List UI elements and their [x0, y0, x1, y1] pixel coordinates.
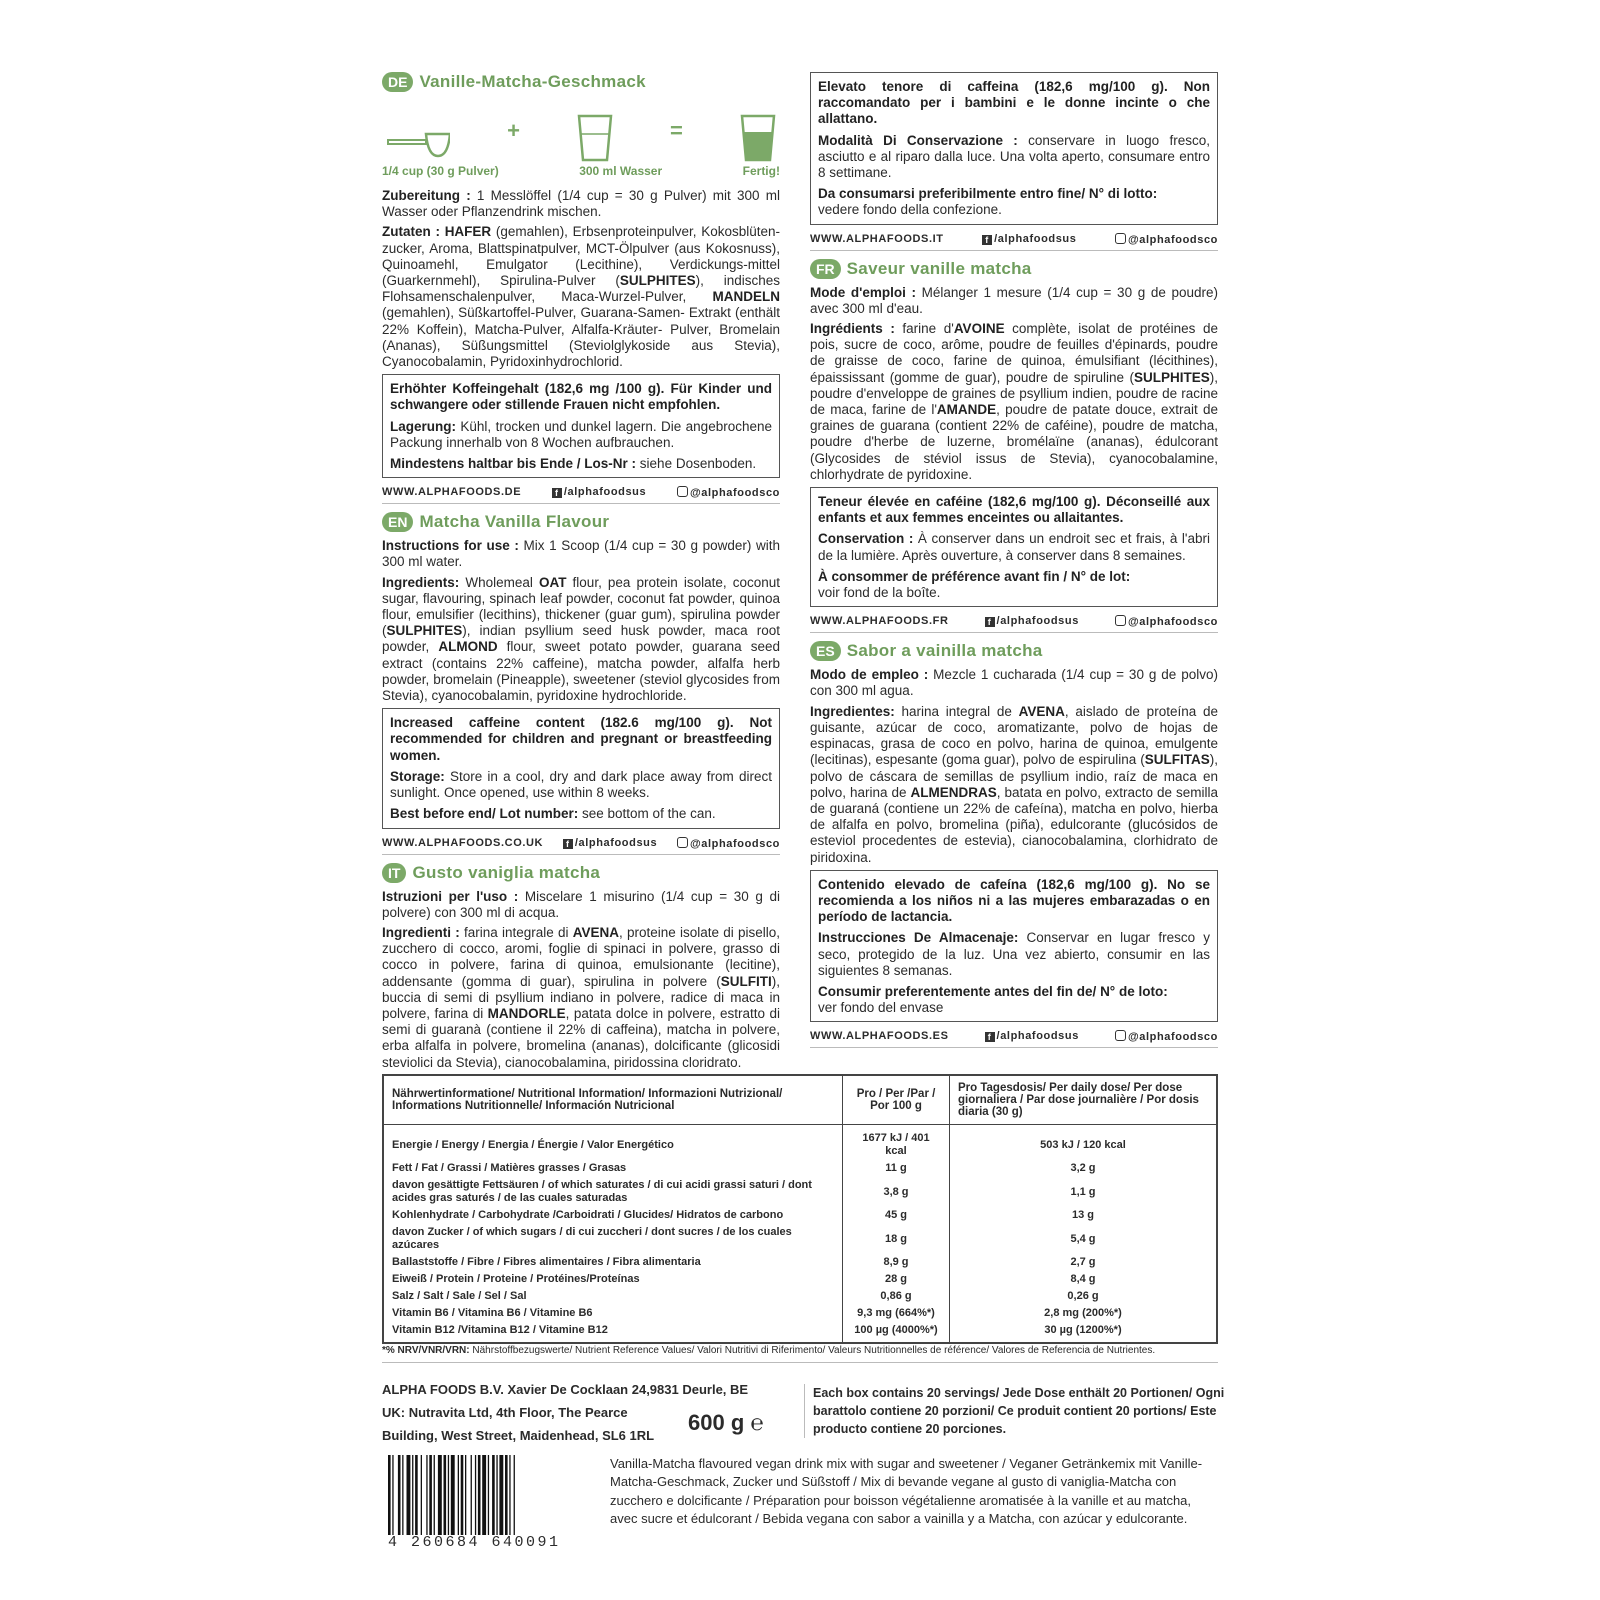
- nutrient-label: Salz / Salt / Sale / Sel / Sal: [392, 1290, 527, 1302]
- product-description: Vanilla-Matcha flavoured vegan drink mix with sugar and sweetener / Veganer Getränkemix mit Vanille-Matcha-Geschmack, Zucker und Süßstoff / Mix di bevande vegane al gusto di vaniglia-Matcha con zucchero e dolcificante / Préparation pour boisson végétalienne aromatisée à la vanille et au matcha, avec sucre et édulcorant / Bebida vegana con sabor a vainilla y a Matcha, con azúcar y edulcorante.: [610, 1456, 1203, 1526]
- nutrient-per100: 0,86 g: [843, 1288, 950, 1305]
- section-title: Gusto vaniglia matcha: [412, 862, 601, 882]
- nutrient-perdose: 2,7 g: [950, 1254, 1218, 1271]
- warning-box: [810, 487, 1218, 607]
- section-footer: [810, 1028, 1218, 1048]
- usage-instructions: Zubereitung : 1 Messlöffel (1/4 cup = 30 g Pulver) mit 300 ml Wasser oder Pflanzendrink mischen.: [382, 188, 780, 220]
- section-footer: [810, 231, 1218, 251]
- nutrient-per100: 1677 kJ / 401 kcal: [843, 1125, 950, 1161]
- caffeine-warning: Teneur élevée en caféine (182,6 mg/100 g). Déconseillé aux enfants et aux femmes enceintes ou allaitantes.: [818, 494, 1210, 526]
- nutrient-per100: 28 g: [843, 1271, 950, 1288]
- best-before: Mindestens haltbar bis Ende / Los-Nr : siehe Dosenboden.: [390, 456, 757, 472]
- usage-instructions: Instructions for use : Mix 1 Scoop (1/4 cup = 30 g powder) with 300 ml water.: [382, 538, 780, 570]
- website-link[interactable]: WWW.ALPHAFOODS.ES: [810, 1030, 949, 1043]
- address-uk: UK: Nutravita Ltd, 4th Floor, The Pearce Building, West Street, Maidenhead, SL6 1RL: [382, 1405, 655, 1443]
- instagram-icon: [677, 486, 688, 497]
- section-footer: [810, 613, 1218, 633]
- nutrient-per100: 45 g: [843, 1207, 950, 1224]
- section-fr: [810, 259, 1218, 634]
- warning-box: [810, 870, 1218, 1023]
- instagram-icon: [1115, 233, 1126, 244]
- nutrient-perdose: 8,4 g: [950, 1271, 1218, 1288]
- nutrition-header-row: [383, 1075, 1217, 1125]
- table-row: [383, 1288, 1217, 1305]
- section-de: [382, 72, 780, 504]
- facebook-handle[interactable]: f /alphafoodsus: [982, 233, 1076, 246]
- warning-box: [382, 708, 780, 828]
- servings-info: Each box contains 20 servings/ Jede Dose enthält 20 Portionen/ Ogni barattolo contiene 20 porzioni/ Ce produit contient 20 portions/ Este producto contiene 20 porciones.: [804, 1384, 1227, 1438]
- website-link[interactable]: WWW.ALPHAFOODS.CO.UK: [382, 836, 544, 849]
- nutrient-perdose: 3,2 g: [950, 1160, 1218, 1177]
- section-footer: [382, 835, 780, 855]
- best-before: À consommer de préférence avant fin / N° de lot: voir fond de la boîte.: [818, 568, 1131, 601]
- storage-info: Modalità Di Conservazione : conservare in luogo fresco, asciutto e al riparo dalla luce. Una volta aperto, consumare entro 8 settimane.: [818, 132, 1210, 181]
- usage-instructions: Mode d'emploi : Mélanger 1 mesure (1/4 cup = 30 g de poudre) avec 300 ml d'eau.: [810, 284, 1219, 316]
- equals-sign: =: [670, 118, 683, 143]
- instagram-handle[interactable]: @alphafoodsco: [677, 837, 780, 850]
- section-title: Sabor a vainilla matcha: [846, 641, 1043, 661]
- facebook-icon: f: [985, 617, 995, 627]
- nutrition-table: [382, 1074, 1218, 1344]
- instagram-handle[interactable]: @alphafoodsco: [677, 486, 780, 499]
- nutrient-label: Ballaststoffe / Fibre / Fibres alimentaires / Fibra alimentaria: [392, 1256, 701, 1268]
- nutrient-perdose: 5,4 g: [950, 1224, 1218, 1254]
- table-row: [383, 1160, 1217, 1177]
- table-row: [383, 1322, 1217, 1343]
- section-en: [382, 512, 780, 854]
- scoop-icon: [386, 126, 450, 162]
- nutrition-header-per100: Pro / Per /Par / Por 100 g: [843, 1075, 950, 1125]
- nutrient-label: davon Zucker / of which sugars / di cui zuccheri / dont sucres / de los cuales azúcares: [392, 1226, 792, 1251]
- instagram-handle[interactable]: @alphafoodsco: [1115, 615, 1218, 628]
- scoop-label: 1/4 cup (30 g Pulver): [382, 164, 499, 178]
- instagram-icon: [1115, 615, 1126, 626]
- facebook-handle[interactable]: f /alphafoodsus: [552, 486, 646, 499]
- nutrient-perdose: 503 kJ / 120 kcal: [950, 1125, 1218, 1161]
- usage-instructions: Istruzioni per l'uso : Miscelare 1 misurino (1/4 cup = 30 g di polvere) con 300 ml di acqua.: [382, 888, 780, 920]
- table-row: [383, 1271, 1217, 1288]
- section-it-warnings: [810, 72, 1218, 251]
- best-before: Best before end/ Lot number: see bottom of the can.: [390, 806, 716, 822]
- ingredients: Ingredienti : farina integrale di AVENA, proteine isolate di pisello, zucchero di cocco, aromi, foglie di spinaci in polvere, grasso di cocco in polvere, farina di quinoa, emulsionante (lecitine), addensante (gomma di guar), spirulina in polvere (SULFITI), buccia di semi di psyllium indiano in polvere, radice di maca in polvere, farina di MANDORLE, patata dolce in polvere, estratto di semi di guaranà (contiene il 22% di caffeina), matcha in polvere, erba alfalfa in polvere, bromelina (ananas), dolcificante (glicosidi steviolici da Stevia), cianocobalamina, piridossina cloridrato.: [382, 924, 780, 1070]
- facebook-icon: f: [552, 488, 562, 498]
- instagram-icon: [1115, 1030, 1126, 1041]
- ingredients: Zutaten : HAFER (gemahlen), Erbsenproteinpulver, Kokosblüten-zucker, Aroma, Blattspinatpulver, MCT-Ölpulver (aus Kokosnuss), Quinoamehl, Emulgator (Lecithine), Verdickungs-mittel (Guarkernmehl), Spirulina-Pulver (SULPHITES), indisches Flohsamenschalenpulver, Maca-Wurzel-Pulver, MANDELN (gemahlen), Süßkartoffel-Pulver, Guarana-Samen- Extrakt (enthält 22% Koffein), Matcha-Pulver, Alfalfa-Kräuter- Pulver, Bromelain (Ananas), Süßungsmittel (Steviolglykoside aus Stevia), Cyanocobalamin, Pyridoxinhydrochlorid.: [382, 224, 780, 370]
- empty-glass-icon: [577, 114, 613, 162]
- website-link[interactable]: WWW.ALPHAFOODS.FR: [810, 615, 949, 628]
- ean-number: 4 260684 640091: [388, 1534, 561, 1551]
- ready-label: Fertig!: [742, 164, 780, 178]
- nutrition-header-label: Nährwertinformatione/ Nutritional Information/ Informazioni Nutrizional/ Informations Nutritionnelle/ Información Nutricional: [383, 1075, 843, 1125]
- nutrient-label: davon gesättigte Fettsäuren / of which saturates / di cui acidi grassi saturi / dont acides gras saturés / de las cuales saturadas: [392, 1179, 812, 1204]
- storage-info: Conservation : À conserver dans un endroit sec et frais, à l'abri de la lumière. Après ouverture, à conserver dans 8 semaines.: [818, 531, 1210, 563]
- nutrient-perdose: 0,26 g: [950, 1288, 1218, 1305]
- language-badge: FR: [810, 259, 841, 279]
- nutrition-header-perdose: Pro Tagesdosis/ Per daily dose/ Per dose giornaliera / Par dose journalière / Por dosis diaria (30 g): [950, 1075, 1218, 1125]
- nutrition-body: [383, 1125, 1217, 1344]
- ingredients: Ingrédients : farine d'AVOINE complète, isolat de protéines de pois, sucre de coco, arôme, poudre de feuilles d'épinards, poudre de graisse de coco, farine de quinoa, émulsifiant (lécithines), épaississant (gomme de guar), poudre de spiruline (SULPHITES), poudre d'enveloppe de graines de psyllium indien, poudre de racine de maca, farine de l'AMANDE, poudre de patate douce, extrait de graines de guarana (contient 22% de caféine), poudre de matcha, poudre d'herbe de luzerne, bromélaïne (ananas), édulcorant (Glycosides de stéviol issus de Stevia), cyanocobalamine, chlorhydrate de pyridoxine.: [810, 321, 1218, 482]
- plus-sign: +: [507, 118, 520, 143]
- best-before: Da consumarsi preferibilmente entro fine/ N° di lotto: vedere fondo della confezione.: [818, 186, 1158, 218]
- nutrient-label: Vitamin B12 /Vitamina B12 / Vitamine B12: [392, 1324, 608, 1336]
- nutrient-label: Energie / Energy / Energia / Énergie / Valor Energético: [392, 1138, 674, 1151]
- filled-glass-icon: [740, 114, 776, 162]
- left-column: [382, 72, 780, 1075]
- nutrient-label: Fett / Fat / Grassi / Matières grasses / Grasas: [392, 1162, 627, 1174]
- nutrient-perdose: 1,1 g: [950, 1177, 1218, 1207]
- facebook-handle[interactable]: f /alphafoodsus: [563, 837, 657, 850]
- facebook-handle[interactable]: f /alphafoodsus: [985, 1030, 1079, 1043]
- caffeine-warning: Elevato tenore di caffeina (182,6 mg/100 g). Non raccomandato per i bambini e le donne incinte o che allattano.: [818, 79, 1210, 127]
- instagram-handle[interactable]: @alphafoodsco: [1115, 233, 1218, 246]
- section-header: [810, 641, 1218, 661]
- storage-info: Instrucciones De Almacenaje: Conservar en lugar fresco y seco, protegido de la luz. Una vez abierto, consumir en las siguientes 8 semanas.: [818, 930, 1210, 978]
- preparation-labels: [382, 164, 780, 178]
- nutrient-perdose: 13 g: [950, 1207, 1218, 1224]
- facebook-icon: f: [985, 1032, 995, 1042]
- instagram-icon: [677, 837, 688, 848]
- nutrient-per100: 100 µg (4000%*): [843, 1322, 950, 1343]
- preparation-diagram: [386, 98, 776, 162]
- nutrient-label: Eiweiß / Protein / Proteine / Protéines/Proteínas: [392, 1273, 640, 1285]
- website-link[interactable]: WWW.ALPHAFOODS.IT: [810, 232, 944, 245]
- facebook-handle[interactable]: f /alphafoodsus: [985, 615, 1079, 628]
- table-row: [383, 1224, 1217, 1254]
- warning-box: [810, 72, 1218, 225]
- section-it: [382, 863, 780, 1071]
- table-row: [383, 1177, 1217, 1207]
- best-before: Consumir preferentemente antes del fin de/ N° de loto: ver fondo del envase: [818, 983, 1168, 1016]
- section-header: [382, 512, 780, 532]
- nutrient-per100: 3,8 g: [843, 1177, 950, 1207]
- section-title: Vanille-Matcha-Geschmack: [419, 72, 646, 91]
- barcode-icon: [386, 1455, 576, 1535]
- storage-info: Lagerung: Kühl, trocken und dunkel lagern. Die angebrochene Packung innerhalb von 8 Wochen aufbrauchen.: [390, 418, 772, 450]
- section-header: [382, 72, 780, 92]
- nrv-footnote: *% NRV/VNR/VRN: Nährstoffbezugswerte/ Nutrient Reference Values/ Valori Nutritivi di Riferimento/ Valeurs Nutritionnelles de référence/ Valores de Referencia de Nutrientes.: [382, 1345, 1218, 1363]
- section-footer: [382, 484, 780, 504]
- nutrient-per100: 9,3 mg (664%*): [843, 1305, 950, 1322]
- section-header: [382, 863, 780, 883]
- usage-instructions: Modo de empleo : Mezcle 1 cucharada (1/4 cup = 30 g de polvo) con 300 ml agua.: [810, 667, 1219, 699]
- net-weight: 600 g ℮: [688, 1410, 764, 1435]
- ingredients: Ingredients: Wholemeal OAT flour, pea protein isolate, coconut sugar, flavouring, spinach leaf powder, coconut fat powder, quinoa flour, emulsifier (lecithins), thickener (guar gum), spirulina powder (SULPHITES), indian psyllium seed husk powder, maca root powder, ALMOND flour, sweet potato powder, guarana seed extract (contains 22% caffeine), matcha powder, alfalfa herb powder, bromelain (Pineapple), sweetener (steviol glycosides from Stevia), cyanocobalamin, pyridoxine hydrochloride.: [382, 574, 781, 704]
- language-badge: DE: [382, 72, 413, 92]
- caffeine-warning: Contenido elevado de cafeína (182,6 mg/100 g). No se recomienda a los niños ni a las mujeres embarazadas o en período de lactancia.: [818, 876, 1210, 925]
- facebook-icon: f: [563, 839, 573, 849]
- nutrient-perdose: 30 µg (1200%*): [950, 1322, 1218, 1343]
- table-row: [383, 1207, 1217, 1224]
- table-row: [383, 1254, 1217, 1271]
- storage-info: Storage: Store in a cool, dry and dark place away from direct sunlight. Once opened, use within 8 weeks.: [390, 768, 772, 801]
- right-column: [810, 72, 1218, 1056]
- address-be: ALPHA FOODS B.V. Xavier De Cocklaan 24,9831 Deurle, BE: [382, 1382, 749, 1397]
- instagram-handle[interactable]: @alphafoodsco: [1115, 1030, 1218, 1043]
- table-row: [383, 1305, 1217, 1322]
- caffeine-warning: Erhöhter Koffeingehalt (182,6 mg /100 g). Für Kinder und schwangere oder stillende Frauen nicht empfohlen.: [390, 381, 772, 413]
- caffeine-warning: Increased caffeine content (182.6 mg/100 g). Not recommended for children and pregnant or breastfeeding women.: [390, 715, 772, 763]
- language-badge: IT: [382, 863, 406, 883]
- section-title: Saveur vanille matcha: [846, 258, 1032, 278]
- table-row: [383, 1125, 1217, 1161]
- warning-box: [382, 374, 780, 478]
- water-label: 300 ml Wasser: [579, 164, 663, 178]
- nutrient-per100: 11 g: [843, 1160, 950, 1177]
- language-badge: EN: [382, 512, 413, 532]
- nutrient-per100: 18 g: [843, 1224, 950, 1254]
- website-link[interactable]: WWW.ALPHAFOODS.DE: [382, 486, 522, 499]
- section-es: [810, 641, 1218, 1048]
- section-header: [810, 259, 1218, 279]
- nutrient-label: Kohlenhydrate / Carbohydrate /Carboidrati / Glucides/ Hidratos de carbono: [392, 1209, 784, 1221]
- nutrient-label: Vitamin B6 / Vitamina B6 / Vitamine B6: [392, 1307, 593, 1319]
- facebook-icon: f: [982, 235, 992, 245]
- ingredients: Ingredientes: harina integral de AVENA, aislado de proteína de guisante, azúcar de coco, aromatizante, polvo de hojas de espinacas, grasa de coco en polvo, harina de quinoa, emulgente (lecitinas), espesante (goma guar), polvo de espirulina (SULFITAS), polvo de cáscara de semillas de psyllium indio, raíz de maca en polvo, harina de ALMENDRAS, batata en polvo, extracto de semilla de guaraná (contiene un 22% de cafeína), matcha en polvo, hierba de alfalfa en polvo, bromelina (piña), edulcorante (glucósidos de esteviol procedentes de estevia), cianocobalamina, clorhidrato de piridoxina.: [810, 703, 1218, 865]
- section-title: Matcha Vanilla Flavour: [419, 512, 610, 532]
- language-badge: ES: [810, 641, 841, 661]
- nutrient-per100: 8,9 g: [843, 1254, 950, 1271]
- nutrient-perdose: 2,8 mg (200%*): [950, 1305, 1218, 1322]
